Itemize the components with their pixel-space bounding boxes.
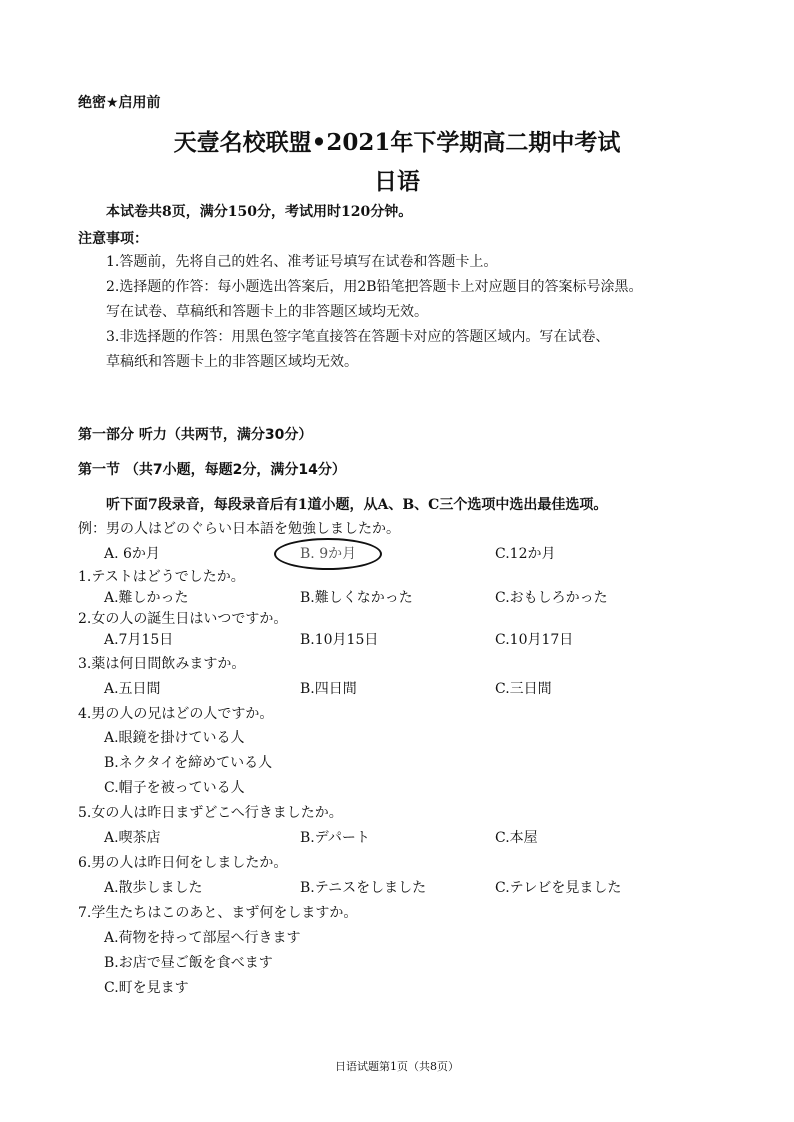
note-line: 草稿纸和答题卡上的非答题区域均无效。 bbox=[106, 354, 358, 370]
q1-option-b: B.難しくなかった bbox=[300, 590, 413, 606]
example-question: 例：男の人はどのぐらい日本語を勉強しましたか。 bbox=[78, 521, 400, 537]
q5-option-a: A.喫茶店 bbox=[104, 830, 161, 846]
question-4: 4.男の人の兄はどの人ですか。 bbox=[78, 706, 274, 722]
q1-option-a: A.難しかった bbox=[104, 590, 189, 606]
q2-option-c: C.10月17日 bbox=[495, 632, 574, 648]
confidential-label: 绝密★启用前 bbox=[78, 95, 161, 111]
q7-option-c: C.町を見ます bbox=[104, 980, 189, 996]
exam-info: 本试卷共8页，满分150分，考试用时120分钟。 bbox=[106, 204, 413, 220]
note-line: 1.答题前，先将自己的姓名、准考证号填写在试卷和答题卡上。 bbox=[106, 254, 498, 270]
question-7: 7.学生たちはこのあと、まず何をしますか。 bbox=[78, 905, 358, 921]
page-footer: 日语试题第1页（共8页） bbox=[335, 1060, 459, 1073]
question-5: 5.女の人は昨日まずどこへ行きましたか。 bbox=[78, 805, 343, 821]
q5-option-c: C.本屋 bbox=[495, 830, 538, 846]
q3-option-a: A.五日間 bbox=[104, 681, 161, 697]
q4-option-b: B.ネクタイを締めている人 bbox=[104, 755, 273, 771]
note-line: 写在试卷、草稿纸和答题卡上的非答题区域均无效。 bbox=[106, 304, 428, 320]
question-3: 3.薬は何日間飲みますか。 bbox=[78, 656, 246, 672]
question-2: 2.女の人の誕生日はいつですか。 bbox=[78, 611, 288, 627]
q1-option-c: C.おもしろかった bbox=[495, 590, 608, 606]
note-line: 3.非选择题的作答：用黑色签字笔直接答在答题卡对应的答题区域内。写在试卷、 bbox=[106, 329, 610, 345]
question-6: 6.男の人は昨日何をしましたか。 bbox=[78, 855, 288, 871]
example-option-a: A. 6か月 bbox=[104, 546, 160, 562]
q2-option-b: B.10月15日 bbox=[300, 632, 379, 648]
q4-option-a: A.眼鏡を掛けている人 bbox=[104, 730, 245, 746]
q7-option-a: A.荷物を持って部屋へ行きます bbox=[104, 930, 301, 946]
q4-option-c: C.帽子を被っている人 bbox=[104, 780, 245, 796]
example-option-b: B. 9か月 bbox=[300, 546, 357, 562]
subject-title: 日语 bbox=[374, 168, 420, 195]
exam-title: 天壹名校联盟•2021年下学期高二期中考试 bbox=[173, 129, 621, 156]
q7-option-b: B.お店で昼ご飯を食べます bbox=[104, 955, 273, 971]
notes-heading: 注意事项： bbox=[78, 231, 148, 247]
note-line: 2.选择题的作答：每小题选出答案后，用2B铅笔把答题卡上对应题目的答案标号涂黑。 bbox=[106, 279, 643, 295]
instructions: 听下面7段录音，每段录音后有1道小题，从A、B、C三个选项中选出最佳选项。 bbox=[106, 497, 608, 513]
question-1: 1.テストはどうでしたか。 bbox=[78, 569, 245, 585]
q5-option-b: B.デパート bbox=[300, 830, 370, 846]
q6-option-c: C.テレビを見ました bbox=[495, 880, 622, 896]
q6-option-b: B.テニスをしました bbox=[300, 880, 427, 896]
answer-circle bbox=[274, 538, 382, 570]
example-option-c: C.12か月 bbox=[495, 546, 556, 562]
q3-option-b: B.四日間 bbox=[300, 681, 357, 697]
q6-option-a: A.散歩しました bbox=[104, 880, 203, 896]
part-heading: 第一部分 听力（共两节，满分30分） bbox=[78, 427, 313, 443]
q2-option-a: A.7月15日 bbox=[104, 632, 174, 648]
q3-option-c: C.三日間 bbox=[495, 681, 552, 697]
section-heading: 第一节 （共7小题，每题2分，满分14分） bbox=[78, 462, 346, 478]
